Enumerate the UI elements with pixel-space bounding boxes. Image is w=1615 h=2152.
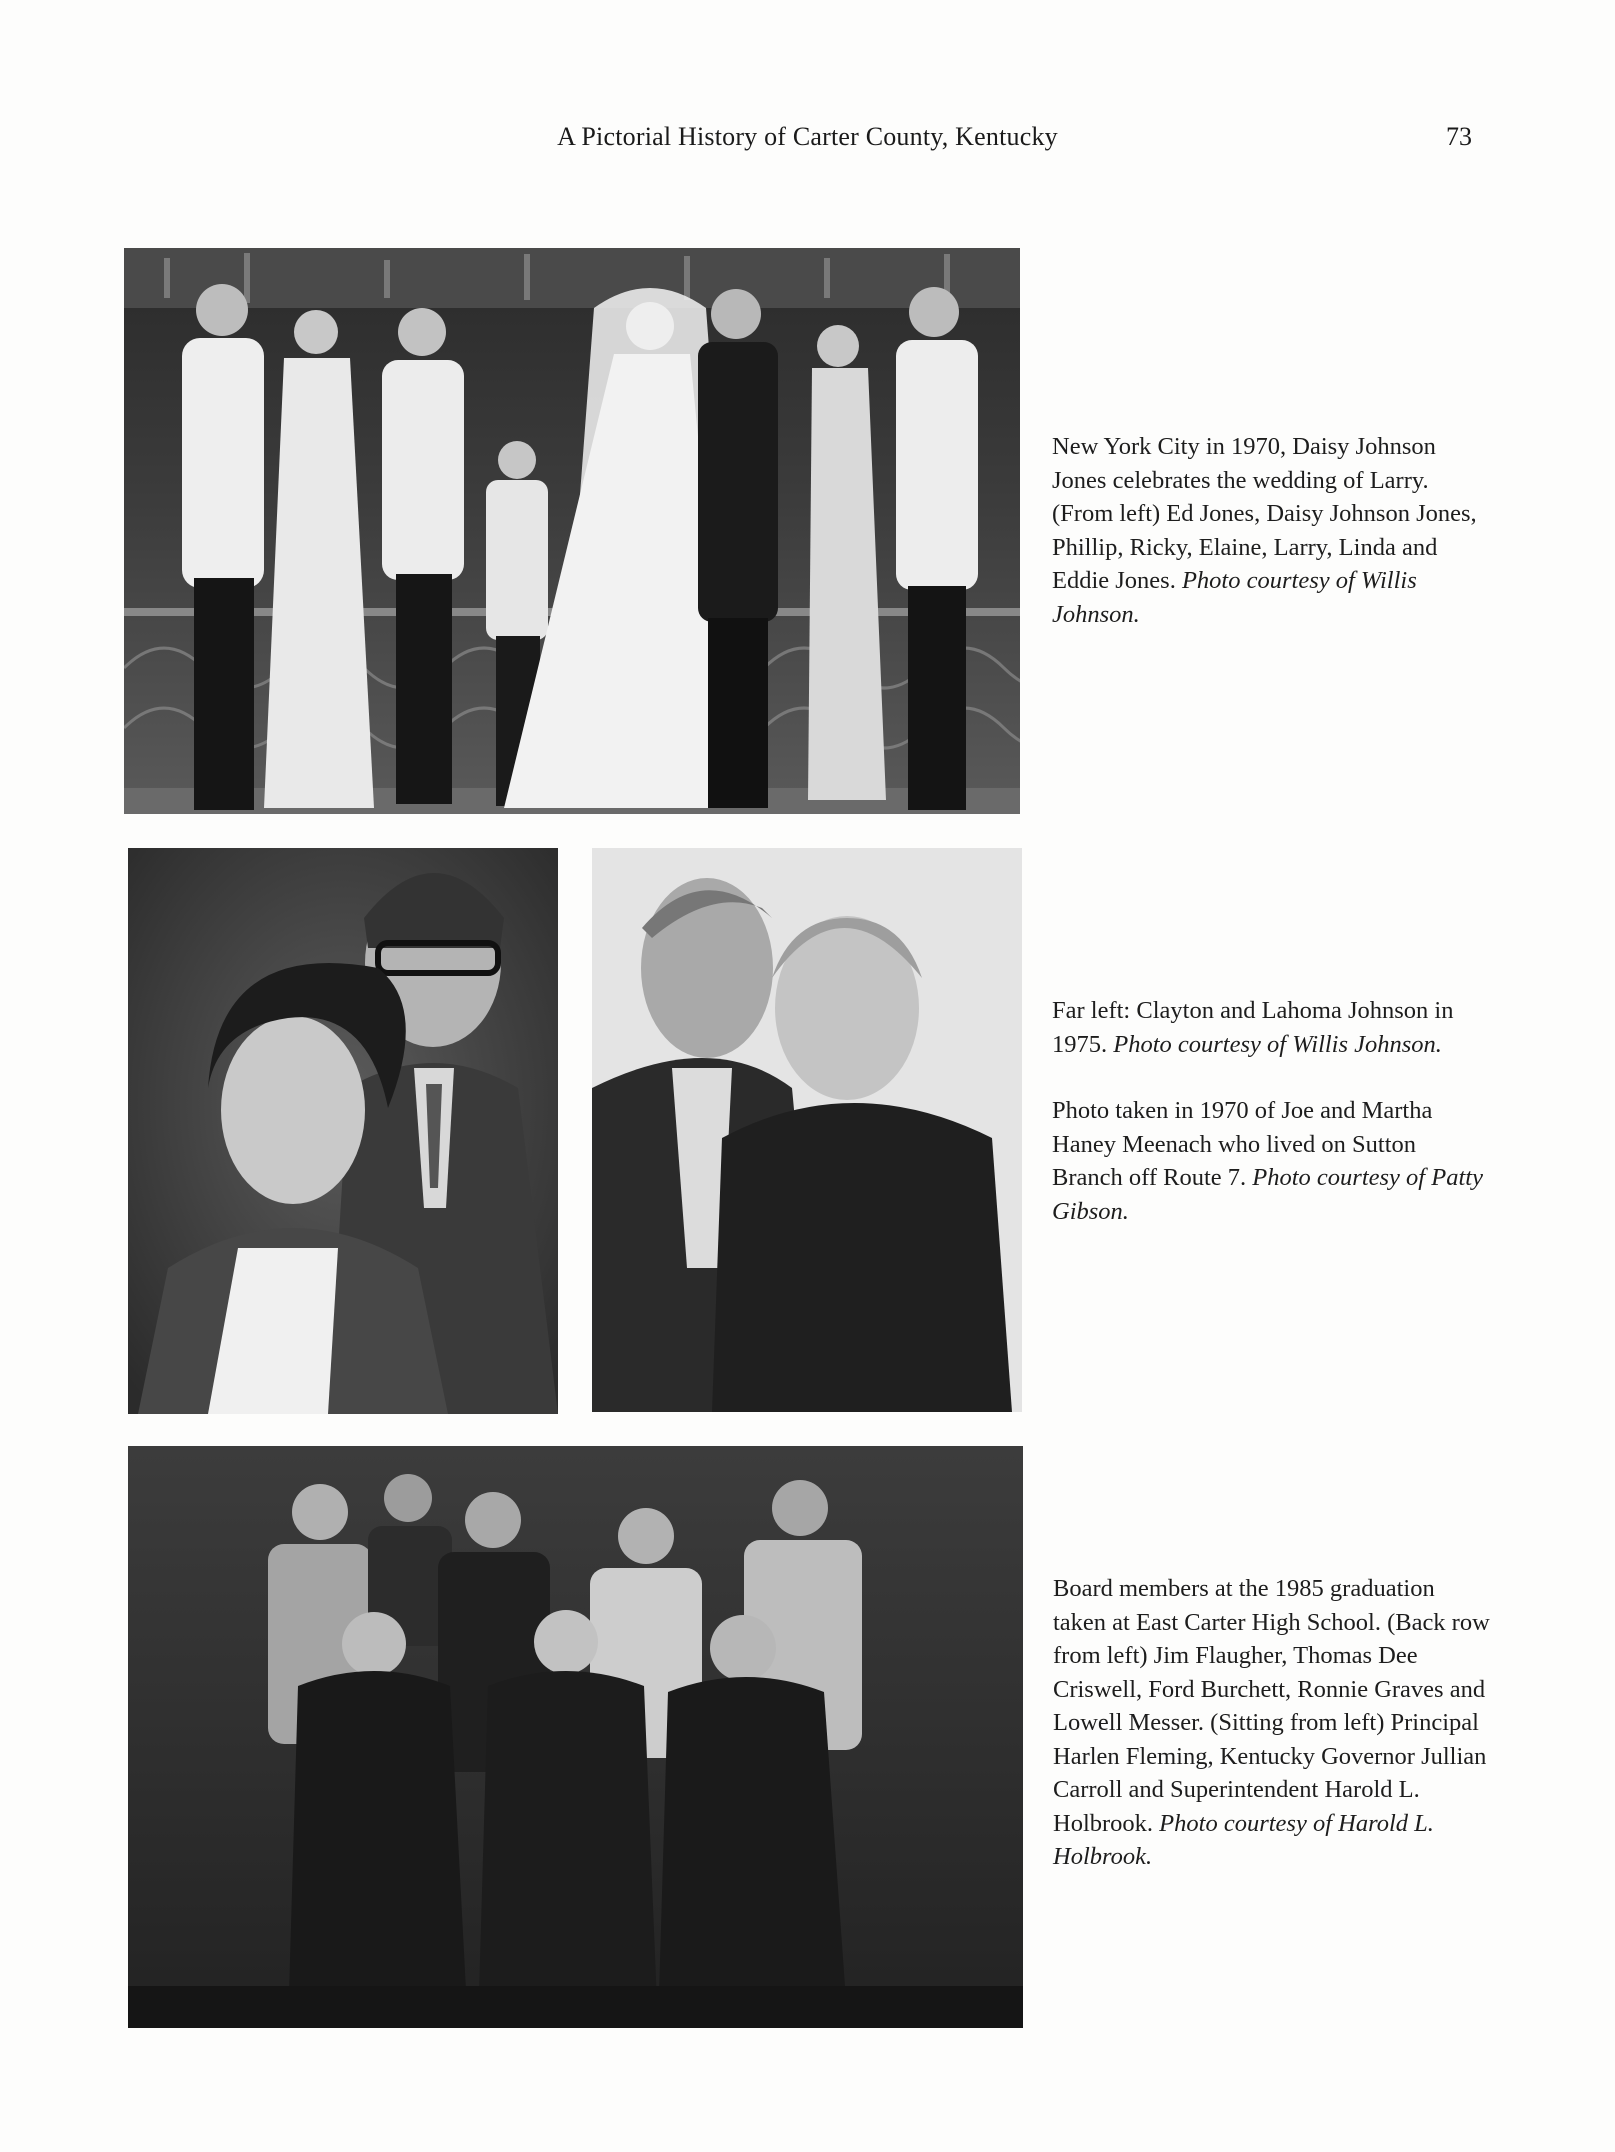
- meenach-caption-text: Photo taken in 1970 of Joe and Martha Haney Meenach who lived on Sutton Branch off Route 7.: [1052, 1097, 1433, 1191]
- board-caption: [1053, 1572, 1493, 1874]
- clayton-caption-text: Far left: Clayton and Lahoma Johnson in 1975.: [1052, 997, 1454, 1058]
- clayton-caption-credit: Photo courtesy of Willis Johnson.: [1113, 1030, 1442, 1058]
- running-head: A Pictorial History of Carter County, Kentucky: [557, 122, 1058, 151]
- board-caption-text: Board members at the 1985 graduation taken at East Carter High School. (Back row from left) Jim Flaugher, Thomas Dee Criswell, Ford Burchett, Ronnie Graves and Lowell Messer. (Sitting from left) Principal Harlen Fleming, Kentucky Governor Jullian Carroll and Superintendent Harold L. Holbrook.: [1053, 1575, 1490, 1837]
- wedding-caption-credit: Photo courtesy of Willis Johnson.: [1052, 567, 1417, 628]
- meenach-photo: [592, 848, 1022, 1412]
- meenach-caption: [1052, 1094, 1492, 1228]
- meenach-caption-credit: Photo courtesy of Patty Gibson.: [1052, 1164, 1483, 1225]
- wedding-photo: [124, 248, 1020, 814]
- portraits-caption: [1052, 994, 1492, 1228]
- board-members-photo: [128, 1446, 1023, 2028]
- board-caption-credit: Photo courtesy of Harold L. Holbrook.: [1053, 1809, 1434, 1870]
- page-number: 73: [1446, 122, 1472, 151]
- wedding-caption: [1052, 430, 1492, 631]
- clayton-lahoma-photo: [128, 848, 558, 1414]
- clayton-caption: [1052, 994, 1492, 1061]
- wedding-caption-text: New York City in 1970, Daisy Johnson Jones celebrates the wedding of Larry. (From left) Ed Jones, Daisy Johnson Jones, Phillip, Ricky, Elaine, Larry, Linda and Eddie Jones.: [1052, 433, 1477, 594]
